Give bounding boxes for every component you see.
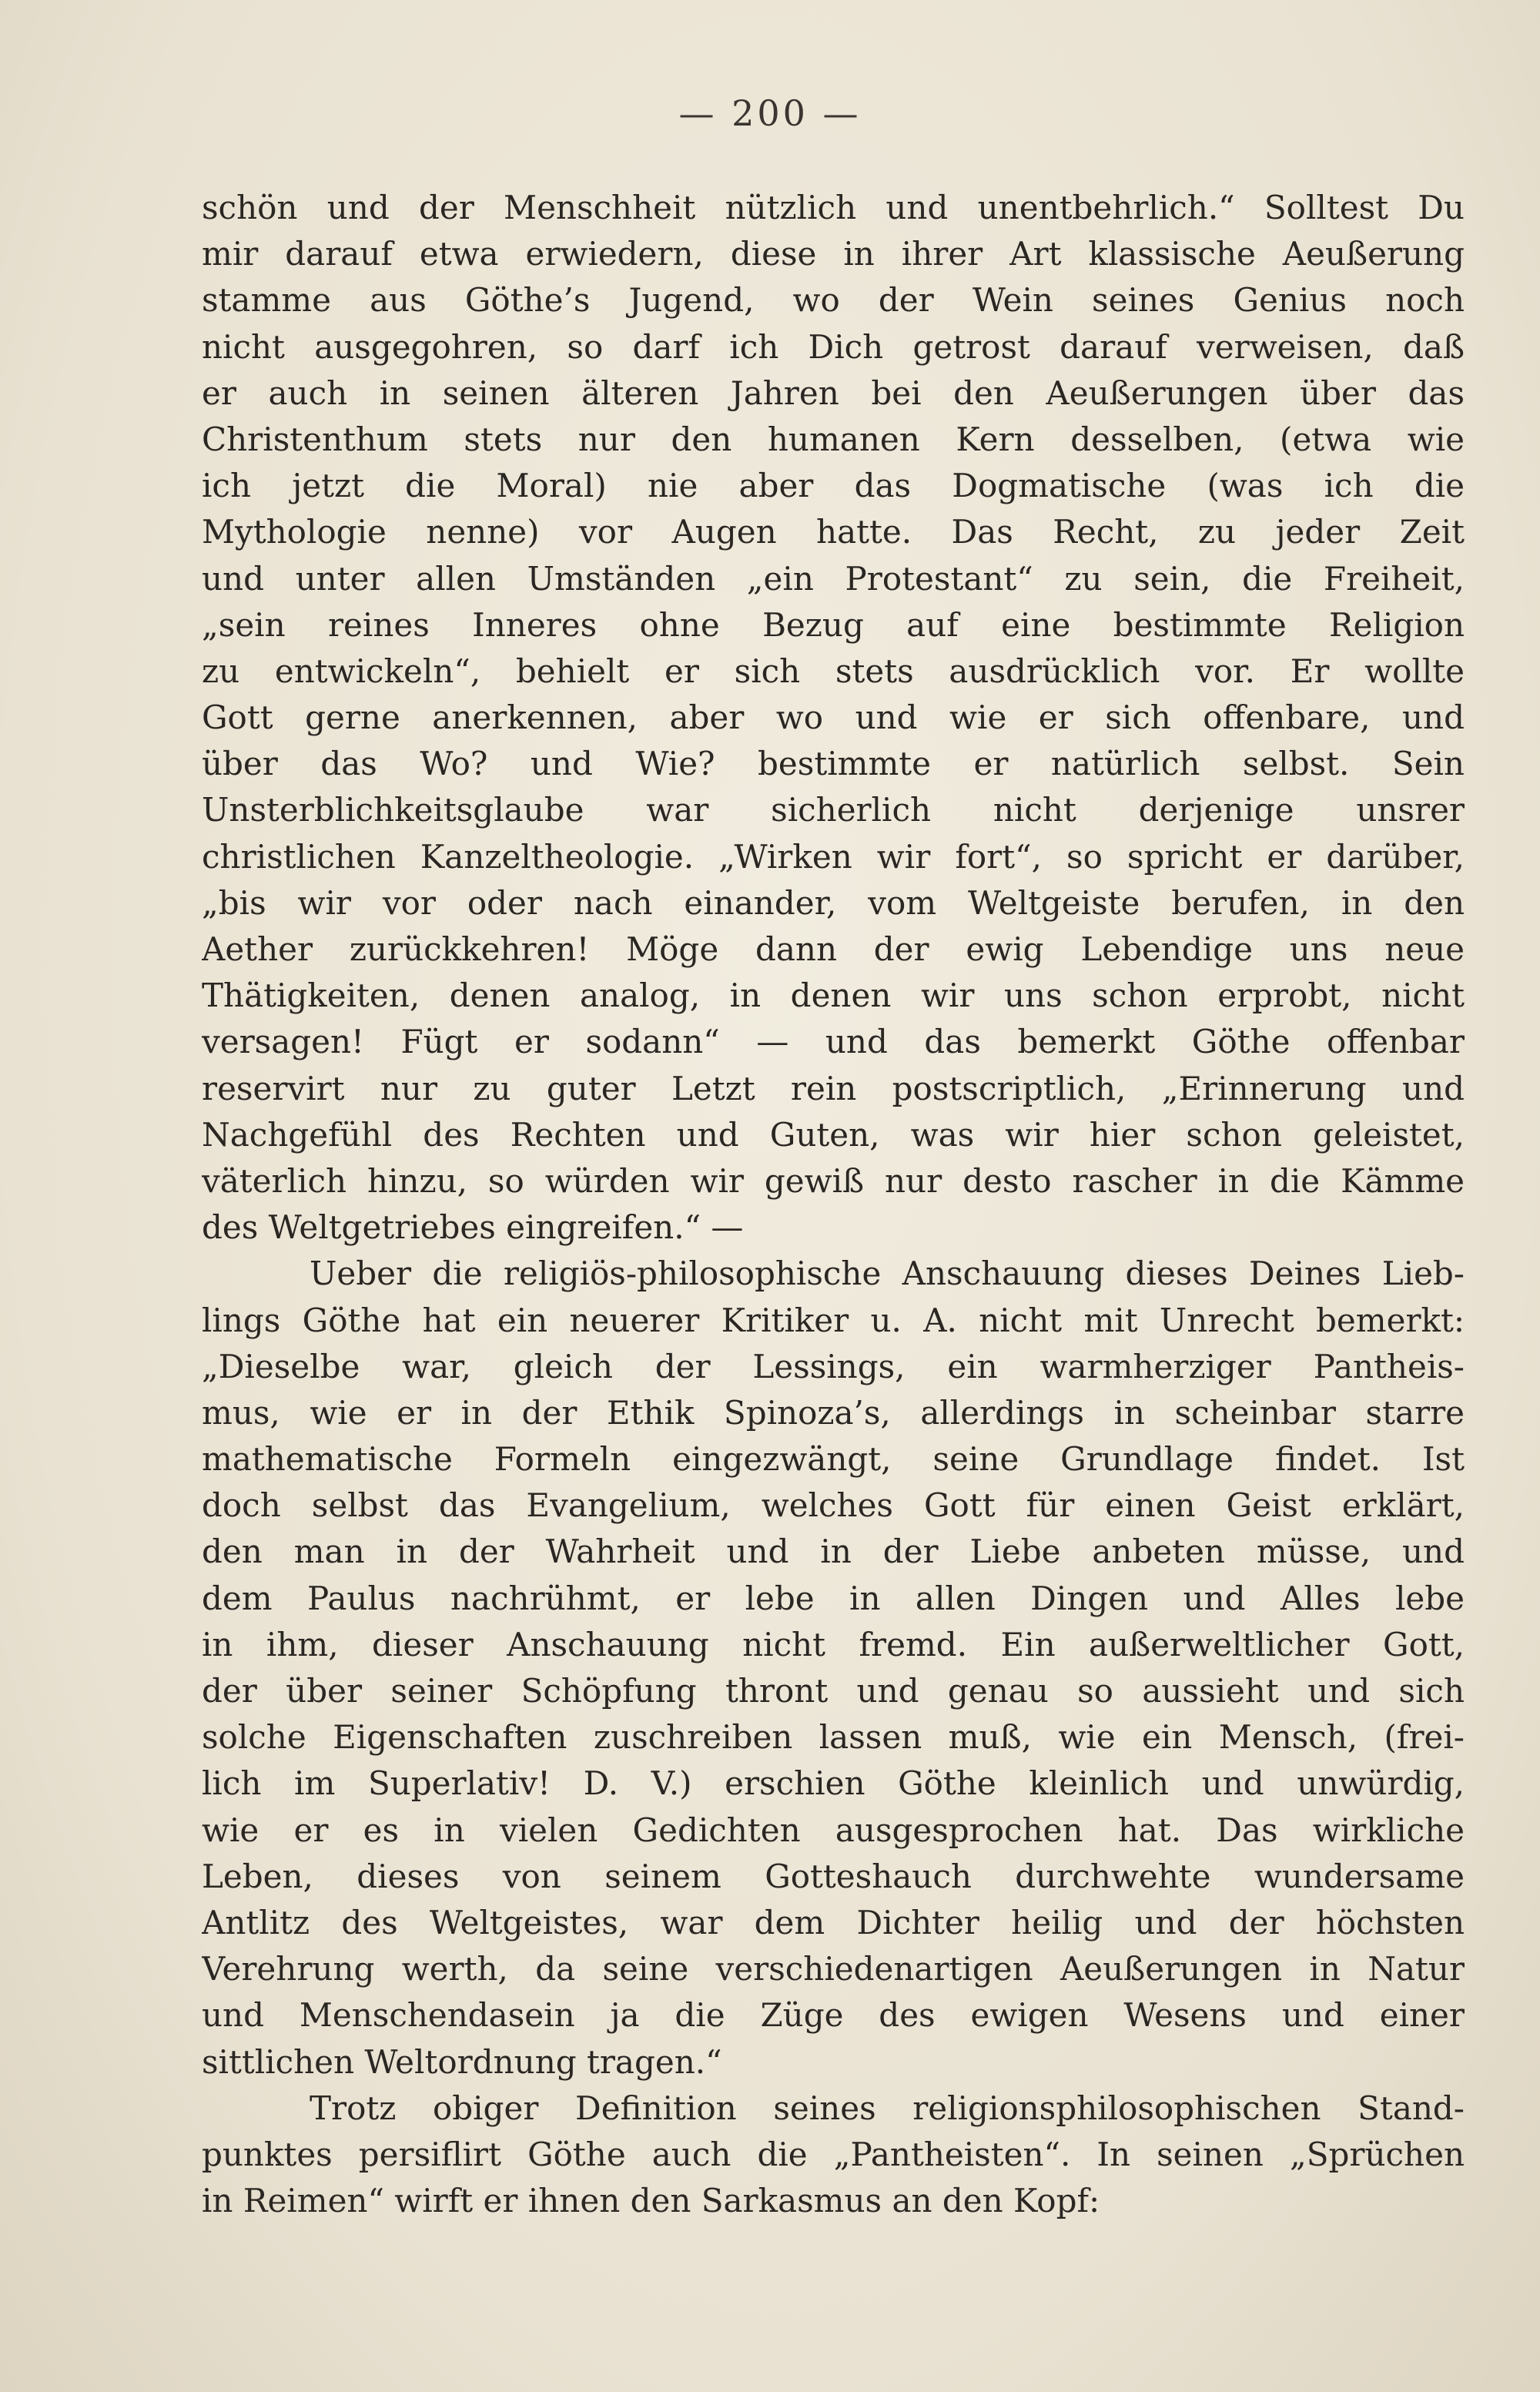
text-line: christlichen Kanzeltheologie. „Wirken wir fort“, so spricht er darüber, <box>202 837 1465 876</box>
text-line: „Dieselbe war, gleich der Lessings, ein warmherziger Pantheis- <box>202 1347 1465 1385</box>
text-line: Trotz obiger Definition seines religionsphilosophischen Stand- <box>310 2089 1465 2127</box>
text-line: den man in der Wahrheit und in der Liebe anbeten müsse, und <box>202 1533 1465 1571</box>
text-line: doch selbst das Evangelium, welches Gott für einen Geist erklärt, <box>202 1486 1465 1525</box>
text-line: versagen! Fügt er sodann“ — und das bemerkt Göthe offenbar <box>202 1023 1465 1061</box>
text-line: Thätigkeiten, denen analog, in denen wir uns schon erprobt, nicht <box>202 977 1465 1015</box>
text-line: „sein reines Inneres ohne Bezug auf eine bestimmte Religion <box>202 605 1465 644</box>
text-line: Antlitz des Weltgeistes, war dem Dichter heilig und der höchsten <box>202 1903 1465 1941</box>
text-line: reservirt nur zu guter Letzt rein postscriptlich, „Erinnerung und <box>202 1069 1465 1107</box>
text-line: Aether zurückkehren! Möge dann der ewig Lebendige uns neue <box>202 930 1465 968</box>
text-line: er auch in seinen älteren Jahren bei den Aeußerungen über das <box>202 374 1465 412</box>
text-line: punktes persiflirt Göthe auch die „Pantheisten“. In seinen „Sprüchen <box>202 2135 1465 2173</box>
text-line: nicht ausgegohren, so darf ich Dich getrost darauf verweisen, daß <box>202 327 1465 366</box>
text-line: stamme aus Göthe’s Jugend, wo der Wein seines Genius noch <box>202 281 1465 320</box>
text-line: der über seiner Schöpfung thront und genau so aussieht und sich <box>202 1672 1465 1710</box>
text-line: lich im Superlativ! D. V.) erschien Göthe kleinlich und unwürdig, <box>202 1764 1465 1803</box>
text-line: über das Wo? und Wie? bestimmte er natürlich selbst. Sein <box>202 745 1465 783</box>
text-line: und Menschendasein ja die Züge des ewigen Wesens und einer <box>202 1996 1465 2035</box>
text-line: ich jetzt die Moral) nie aber das Dogmatische (was ich die <box>202 467 1465 505</box>
text-line: Mythologie nenne) vor Augen hatte. Das Recht, zu jeder Zeit <box>202 513 1465 551</box>
text-line: väterlich hinzu, so würden wir gewiß nur desto rascher in die Kämme <box>202 1161 1465 1200</box>
text-line: in ihm, dieser Anschauung nicht fremd. Ein außerweltlicher Gott, <box>202 1625 1465 1663</box>
text-line: Leben, dieses von seinem Gotteshauch durchwehte wundersame <box>202 1857 1465 1895</box>
text-line: Unsterblichkeitsglaube war sicherlich nicht derjenige unsrer <box>202 791 1465 829</box>
text-line: und unter allen Umständen „ein Protestant“ zu sein, die Freiheit, <box>202 559 1465 598</box>
text-line: in Reimen“ wirft er ihnen den Sarkasmus an den Kopf: <box>202 2182 1100 2220</box>
text-line: lings Göthe hat ein neuerer Kritiker u. A. nicht mit Unrecht bemerkt: <box>202 1301 1465 1339</box>
text-line: mus, wie er in der Ethik Spinoza’s, allerdings in scheinbar starre <box>202 1393 1465 1432</box>
text-line: Verehrung werth, da seine verschiedenartigen Aeußerungen in Natur <box>202 1950 1465 1988</box>
text-line: dem Paulus nachrühmt, er lebe in allen Dingen und Alles lebe <box>202 1579 1465 1617</box>
text-line: wie er es in vielen Gedichten ausgesprochen hat. Das wirkliche <box>202 1811 1465 1849</box>
text-line: „bis wir vor oder nach einander, vom Weltgeiste berufen, in den <box>202 883 1465 922</box>
text-line: schön und der Menschheit nützlich und unentbehrlich.“ Solltest Du <box>202 189 1465 226</box>
text-line: Gott gerne anerkennen, aber wo und wie er sich offenbare, und <box>202 699 1465 737</box>
text-line: solche Eigenschaften zuschreiben lassen muß, wie ein Mensch, (frei- <box>202 1718 1465 1757</box>
text-line: sittlichen Weltordnung tragen.“ <box>202 2042 722 2081</box>
text-line: Ueber die religiös-philosophische Anschauung dieses Deines Lieb- <box>310 1255 1465 1293</box>
text-line: Christenthum stets nur den humanen Kern desselben, (etwa wie <box>202 420 1465 458</box>
text-line: Nachgefühl des Rechten und Guten, was wir hier schon geleistet, <box>202 1115 1465 1154</box>
text-line: zu entwickeln“, behielt er sich stets ausdrücklich vor. Er wollte <box>202 652 1465 690</box>
text-line: mir darauf etwa erwiedern, diese in ihrer Art klassische Aeußerung <box>202 235 1465 273</box>
body-text <box>202 185 1465 2224</box>
text-line: des Weltgetriebes eingreifen.“ — <box>202 1208 744 1247</box>
text-line: mathematische Formeln eingezwängt, seine Grundlage findet. Ist <box>202 1440 1465 1479</box>
page-number: — 200 — <box>678 92 862 134</box>
